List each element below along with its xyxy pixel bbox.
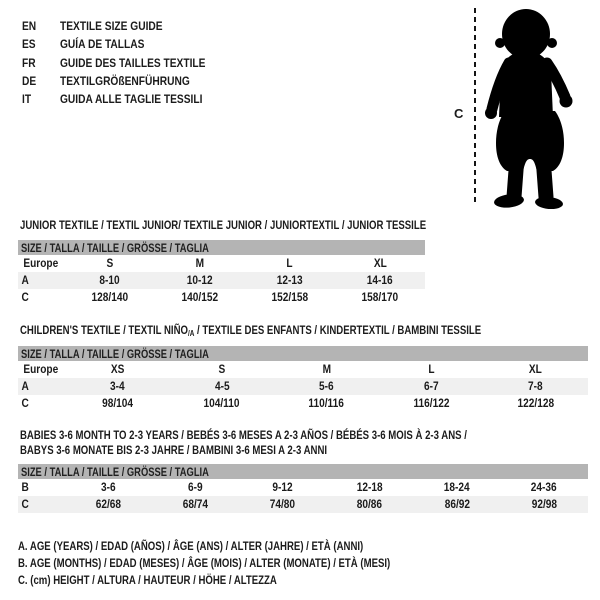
age-value: 24-36 [531, 481, 557, 494]
table-row-europe [18, 255, 425, 272]
language-row-es [22, 35, 231, 53]
size-header-label: SIZE / TALLA / TAILLE / GRÖSSE / TAGLIA [21, 464, 209, 479]
footnote-height-cm: C. (cm) HEIGHT / ALTURA / HAUTEUR / HÖHE / ALTEZZA [18, 573, 277, 587]
age-value: 3-4 [109, 380, 125, 393]
height-value: 122/128 [517, 397, 554, 410]
language-title: TEXTILE SIZE GUIDE [60, 19, 163, 34]
junior-table-header [18, 240, 425, 255]
language-code: IT [22, 92, 32, 107]
height-value: 62/68 [95, 498, 122, 511]
size-value: S [106, 257, 114, 270]
size-value: M [322, 363, 331, 376]
babies-size-table [18, 464, 588, 513]
children-table-header [18, 346, 588, 361]
height-value: 116/122 [413, 397, 450, 410]
language-title: TEXTILGRÖßENFÜHRUNG [60, 74, 190, 89]
language-row-fr [22, 54, 231, 72]
age-value: 6-7 [423, 380, 439, 393]
language-code: EN [22, 19, 37, 34]
table-row-age-months [18, 479, 588, 496]
height-value: 74/80 [270, 498, 296, 511]
age-value: 9-12 [272, 481, 293, 494]
height-value: 140/152 [181, 291, 219, 304]
size-value: XS [110, 363, 125, 376]
table-row-height-cm [18, 496, 588, 513]
height-value: 68/74 [182, 498, 209, 511]
age-value: 18-24 [443, 481, 470, 494]
age-value: 12-13 [277, 274, 303, 287]
language-code: DE [22, 74, 37, 89]
size-header-label: SIZE / TALLA / TAILLE / GRÖSSE / TAGLIA [21, 346, 209, 361]
row-label: C [21, 291, 29, 304]
language-row-de [22, 72, 231, 90]
height-value: 92/98 [531, 498, 557, 511]
nino-a-subscript: /A [187, 329, 195, 338]
height-measure-dashed-line [474, 8, 476, 205]
table-row-age-years [18, 272, 425, 289]
age-value: 5-6 [319, 380, 334, 393]
row-label: C [21, 397, 29, 410]
age-value: 7-8 [528, 380, 543, 393]
size-value: XL [373, 257, 387, 270]
size-value: XL [529, 363, 543, 376]
height-measure-label: C [454, 106, 464, 121]
age-value: 8-10 [99, 274, 121, 287]
language-title: GUIDE DES TAILLES TEXTILE [60, 55, 206, 70]
language-list [22, 17, 231, 108]
language-row-it [22, 90, 231, 108]
footnote-age-years: A. AGE (YEARS) / EDAD (AÑOS) / ÂGE (ANS) / ALTER (JAHRE) / ETÀ (ANNI) [18, 539, 364, 553]
row-label: A [21, 380, 29, 393]
table-row-europe [18, 361, 588, 378]
age-value: 6-9 [188, 481, 203, 494]
row-label: Europe [23, 363, 59, 376]
size-value: M [195, 257, 205, 270]
height-value: 128/140 [91, 291, 129, 304]
size-value: S [218, 363, 226, 376]
footnote-age-months: B. AGE (MONTHS) / EDAD (MESES) / ÂGE (MOIS) / ALTER (MONATE) / ETÀ (MESI) [18, 556, 391, 570]
size-header-label: SIZE / TALLA / TAILLE / GRÖSSE / TAGLIA [21, 240, 209, 255]
language-row-en [22, 17, 231, 35]
row-label: Europe [23, 257, 59, 270]
row-label: B [21, 481, 29, 494]
children-size-table [18, 346, 588, 412]
junior-section-title: JUNIOR TEXTILE / TEXTIL JUNIOR/ TEXTILE JUNIOR / JUNIORTEXTIL / JUNIOR TESSILE [20, 218, 427, 232]
junior-size-table [18, 240, 425, 306]
age-value: 3-6 [101, 481, 116, 494]
language-title: GUÍA DE TALLAS [60, 37, 145, 52]
height-value: 98/104 [101, 397, 133, 410]
table-row-age-years [18, 378, 588, 395]
size-value: L [427, 363, 435, 376]
row-label: C [21, 498, 29, 511]
height-value: 110/116 [308, 397, 345, 410]
age-value: 10-12 [187, 274, 213, 287]
language-title: GUIDA ALLE TAGLIE TESSILI [60, 92, 203, 107]
height-value: 80/86 [357, 498, 383, 511]
size-value: L [286, 257, 294, 270]
height-value: 86/92 [444, 498, 470, 511]
age-value: 12-18 [356, 481, 383, 494]
babies-section-title-line1: BABIES 3-6 MONTH TO 2-3 YEARS / BEBÉS 3-6 MESES A 2-3 AÑOS / BÉBÉS 3-6 MOIS À 2-3 ANS / [20, 428, 467, 442]
table-row-height-cm [18, 395, 588, 412]
age-value: 14-16 [367, 274, 393, 287]
language-code: FR [22, 55, 36, 70]
height-value: 104/110 [203, 397, 240, 410]
row-label: A [21, 274, 29, 287]
babies-table-header [18, 464, 588, 479]
height-value: 158/170 [361, 291, 399, 304]
babies-section-title-line2: BABYS 3-6 MONATE BIS 2-3 JAHRE / BAMBINI 3-6 MESI A 2-3 ANNI [20, 443, 328, 457]
table-row-height-cm [18, 289, 425, 306]
height-value: 152/158 [271, 291, 309, 304]
children-section-title: CHILDREN'S TEXTILE / TEXTIL NIÑO/A / TEXTILE DES ENFANTS / KINDERTEXTIL / BAMBINI TESSILE [20, 323, 482, 338]
language-code: ES [22, 37, 36, 52]
age-value: 4-5 [214, 380, 230, 393]
toddler-silhouette [483, 7, 578, 209]
